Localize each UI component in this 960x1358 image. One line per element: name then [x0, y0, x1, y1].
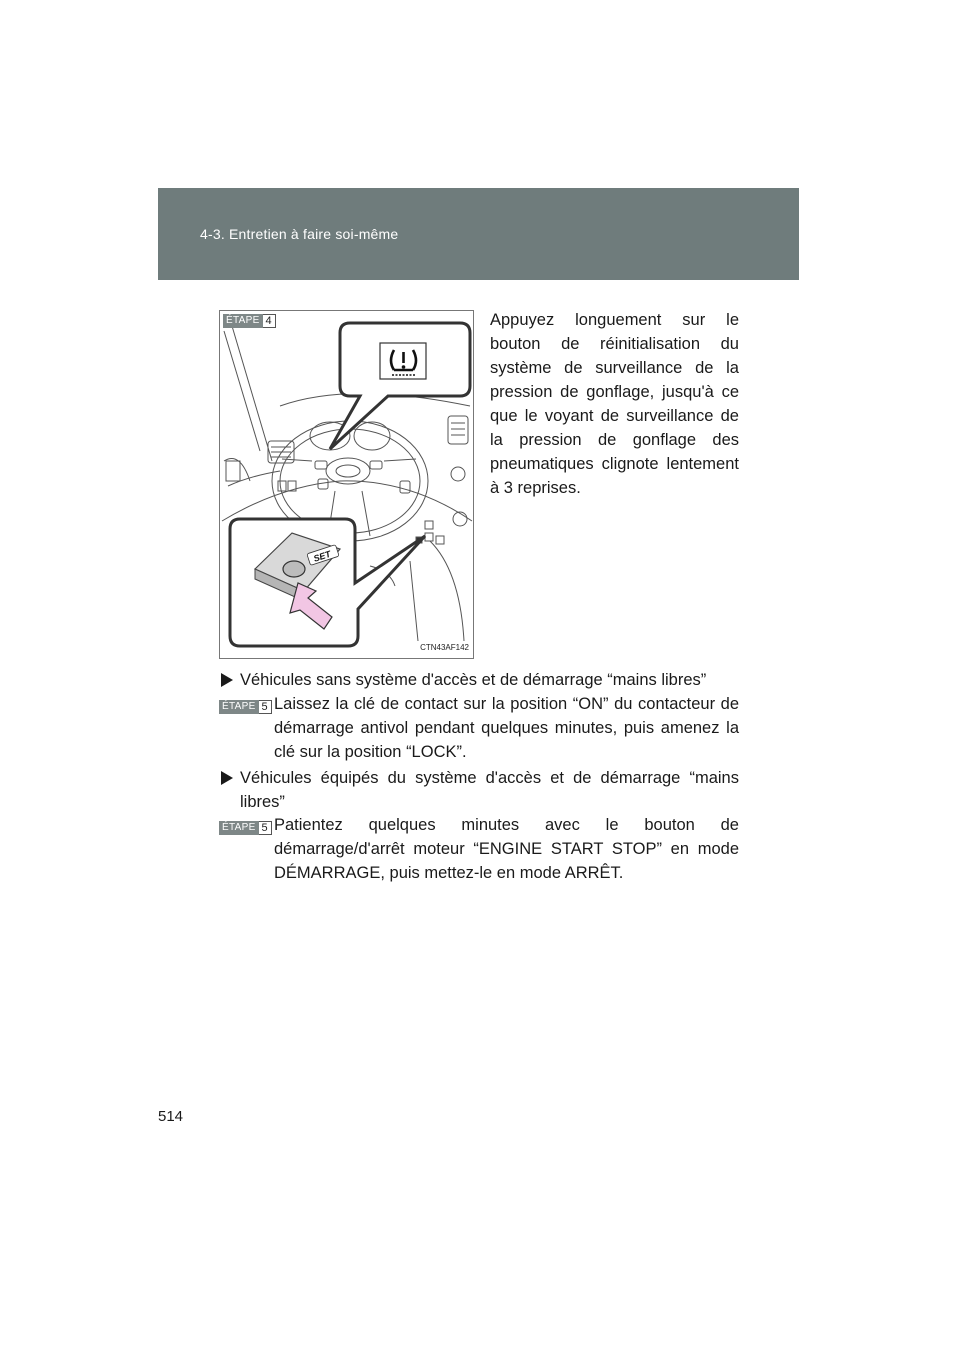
step-badge-5a — [219, 700, 272, 714]
triangle-bullet-icon — [221, 771, 233, 785]
step-badge-word: ÉTAPE — [219, 700, 259, 714]
section-2-step-text: Patientez quelques minutes avec le bouton de démarrage/d'arrêt moteur “ENGINE START STOP” en mode DÉMARRAGE, puis mettez-le en mode ARRÊT. — [274, 816, 739, 882]
triangle-bullet-icon — [221, 673, 233, 687]
dashboard-illustration — [219, 310, 474, 659]
section-title: 4-3. Entretien à faire soi-même — [200, 226, 399, 242]
figure-code: CTN43AF142 — [420, 643, 469, 652]
step-badge-number: 4 — [263, 314, 276, 328]
section-1-heading: Véhicules sans système d'accès et de démarrage “mains libres” — [240, 671, 707, 689]
page-number: 514 — [158, 1108, 184, 1125]
step-badge-4 — [223, 314, 276, 328]
section-2-heading: Véhicules équipés du système d'accès et de démarrage “mains libres” — [240, 769, 739, 811]
step-badge-word: ÉTAPE — [219, 821, 259, 835]
step-badge-number: 5 — [259, 700, 272, 714]
dashboard-drawing — [220, 311, 473, 658]
step-badge-word: ÉTAPE — [223, 314, 263, 328]
section-1-step-text: Laissez la clé de contact sur la position “ON” du contacteur de démarrage antivol pendant quelques minutes, puis amenez la clé sur la position “LOCK”. — [274, 695, 739, 761]
set-button-label: SET — [312, 548, 333, 564]
step-badge-number: 5 — [259, 821, 272, 835]
chapter-header — [158, 188, 799, 280]
step-badge-5b — [219, 821, 272, 835]
step-4-text: Appuyez longuement sur le bouton de réinitialisation du système de surveillance de la pression de gonflage, jusqu'à ce que le voyant de surveillance de la pression de gonflage des pneumatiques clignote lentement à 3 reprises. — [490, 311, 739, 497]
